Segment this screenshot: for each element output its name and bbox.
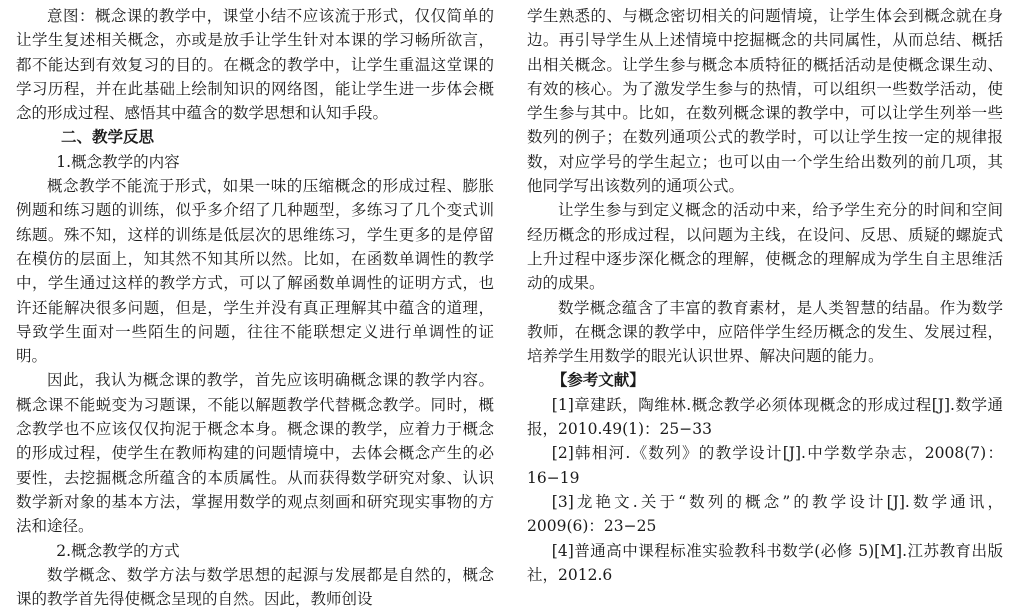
subheading-concept-content: 1.概念教学的内容 [56, 152, 180, 171]
section-heading-teaching-reflection: 二、教学反思 [60, 127, 154, 147]
intent-paragraph: 意图：概念课的教学中，课堂小结不应该流于形式，仅仅简单的让学生复述相关概念，亦或是放手让学生针对本课的学习畅所欲言，都不能达到有效复习的目的。在概念的教学中，让学生重温这堂课的学习历程，并在此基础上绘制知识的网络图，能让学生进一步体会概念的形成过程、感悟其中蕴含的数学思想和认知手段。 [16, 7, 494, 123]
references-heading: 【参考文献】 [551, 370, 645, 390]
right-column [527, 4, 1003, 587]
reference-item: [1]章建跃，陶维林.概念教学必须体现概念的形成过程[J].数学通报，2010.49(1)：25−33 [527, 395, 1003, 439]
subheading-concept-method: 2.概念教学的方式 [56, 541, 180, 560]
left-column [16, 4, 494, 611]
body-paragraph-continued: 学生熟悉的、与概念密切相关的问题情境，让学生体会到概念就在身边。再引导学生从上述情境中挖掘概念的共同属性，从而总结、概括出相关概念。让学生参与概念本质特征的概括活动是使概念课生动、有效的核心。为了激发学生参与的热情，可以组织一些数学活动，使学生参与其中。比如，在数列概念课的教学中，可以让学生列举一些数列的例子；在数列通项公式的教学时，可以让学生按一定的规律报数，对应学号的学生起立；也可以由一个学生给出数列的前几项，其他同学写出该数列的通项公式。 [527, 7, 1003, 196]
body-paragraph: 让学生参与到定义概念的活动中来，给予学生充分的时间和空间经历概念的形成过程，以问题为主线，在设问、反思、质疑的螺旋式上升过程中逐步深化概念的理解，使概念的理解成为学生自主思维活动的成果。 [527, 201, 1003, 293]
reference-item: [2]韩相河.《数列》的教学设计[J].中学数学杂志，2008(7)：16−19 [527, 444, 1003, 487]
body-paragraph: 概念教学不能流于形式，如果一味的压缩概念的形成过程、膨胀例题和练习题的训练，似乎多介绍了几种题型，多练习了几个变式训练题。殊不知，这样的训练是低层次的思维练习，学生更多的是停留在模仿的层面上，知其然不知其所以然。比如，在函数单调性的教学中，学生通过这样的教学方式，可以了解函数单调性的证明方式，也许还能解决很多问题，但是，学生并没有真正理解其中蕴含的道理，导致学生面对一些陌生的问题，往往不能联想定义进行单调性的证明。 [16, 177, 494, 366]
reference-item: [4]普通高中课程标准实验教科书数学(必修 5)[M].江苏教育出版社，2012.6 [527, 541, 1003, 584]
body-paragraph: 因此，我认为概念课的教学，首先应该明确概念课的教学内容。概念课不能蜕变为习题课，不能以解题教学代替概念教学。同时，概念教学也不应该仅仅拘泥于概念本身。概念课的教学，应着力于概念的形成过程，使学生在教师构建的问题情境中，去体会概念产生的必要性，去挖掘概念所蕴含的本质属性。从而获得数学研究对象、认识数学新对象的基本方法，掌握用数学的观点刻画和研究现实事物的方法和途径。 [16, 371, 494, 536]
body-paragraph: 数学概念、数学方法与数学思想的起源与发展都是自然的，概念课的教学首先得使概念呈现的自然。因此，教师创设 [16, 565, 494, 609]
reference-item: [3]龙艳文.关于“数列的概念”的教学设计[J].数学通讯，2009(6)：23−25 [527, 492, 1003, 536]
body-paragraph: 数学概念蕴含了丰富的教育素材，是人类智慧的结晶。作为数学教师，在概念课的教学中，应陪伴学生经历概念的发生、发展过程，培养学生用数学的眼光认识世界、解决问题的能力。 [527, 298, 1003, 366]
